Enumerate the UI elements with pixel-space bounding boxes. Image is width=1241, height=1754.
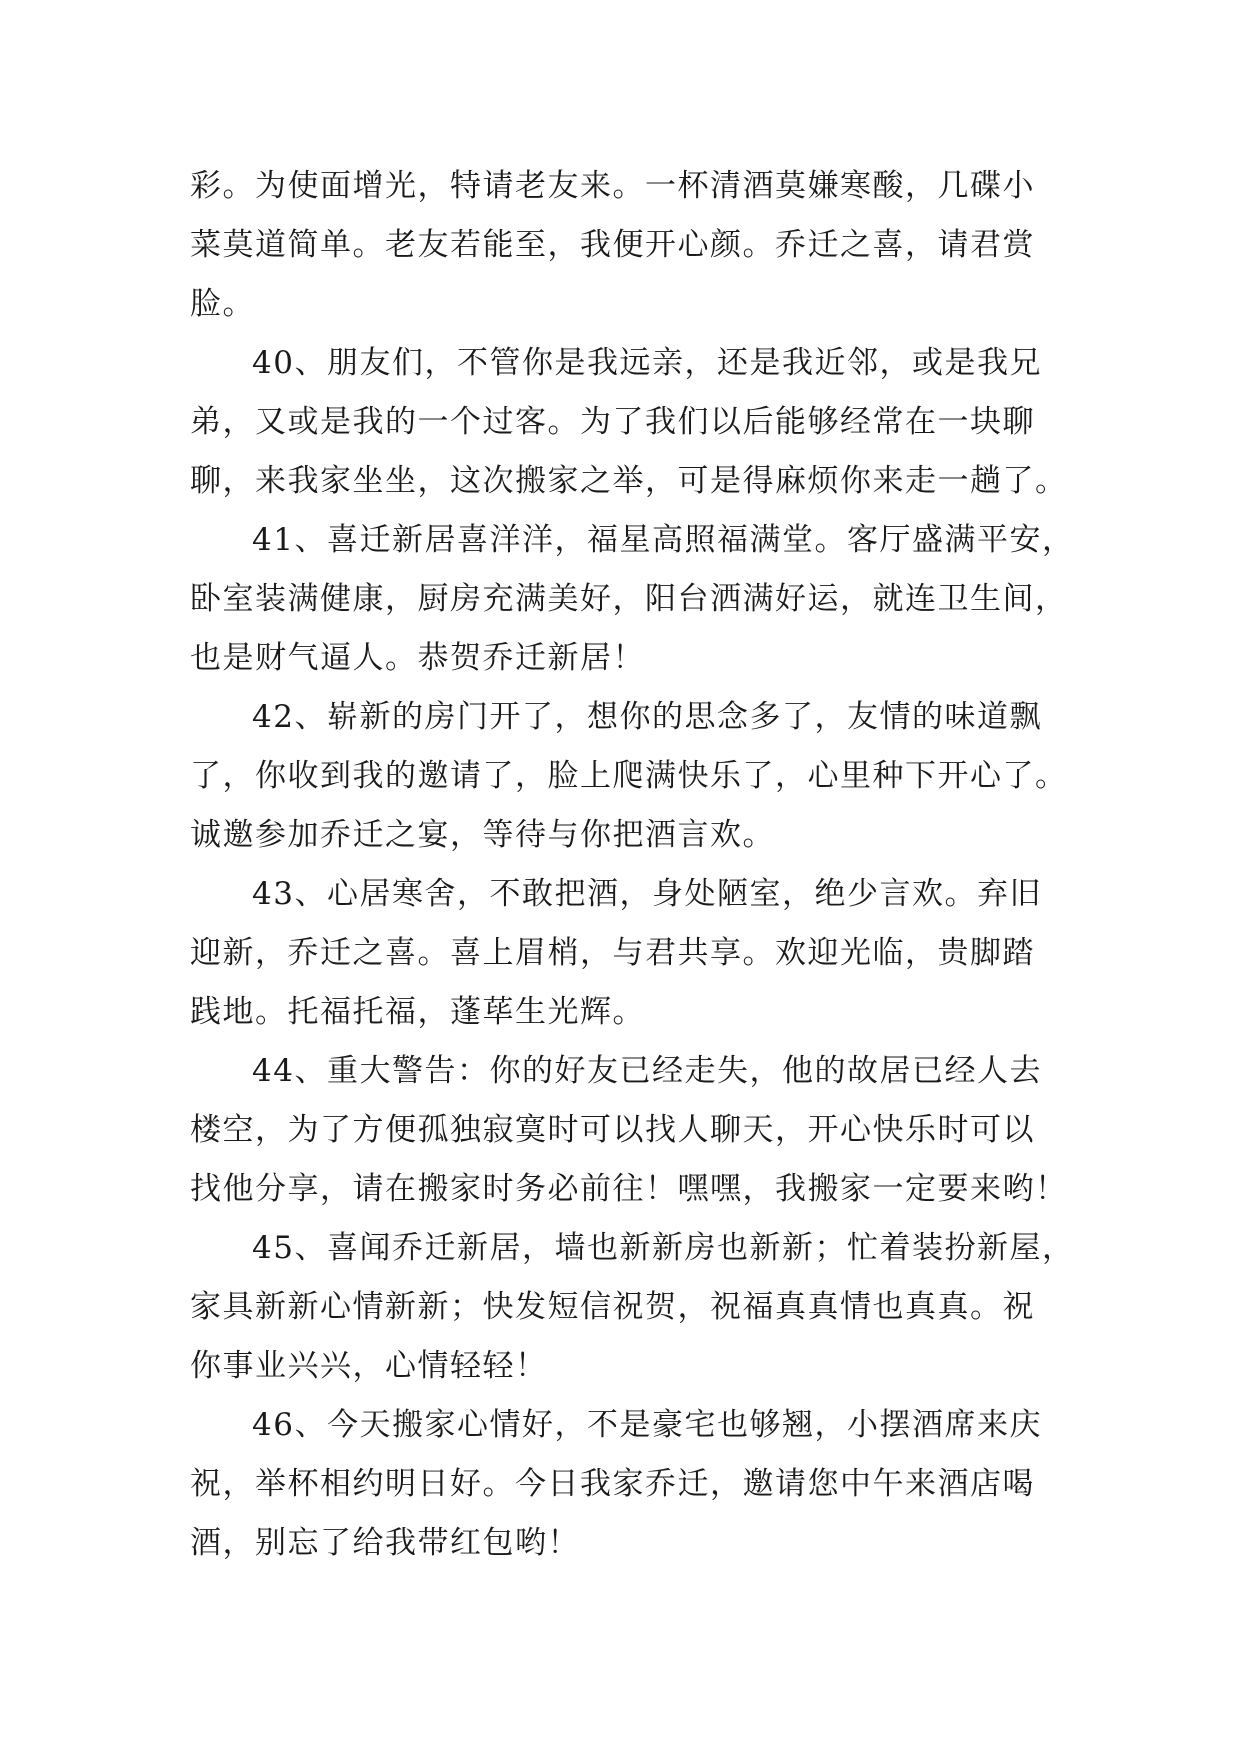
text-line: 菜莫道简单。老友若能至，我便开心颜。乔迁之喜，请君赏 [190,227,1035,263]
text-line: 45、喜闻乔迁新居，墙也新新房也新新；忙着装扮新屋， [252,1230,1075,1266]
paragraph-46 [190,1396,1060,1573]
paragraph-42 [190,688,1068,865]
paragraph-44 [190,1042,1068,1219]
paragraph-45 [190,1219,1075,1396]
text-line: 找他分享，请在搬家时务必前往！嘿嘿，我搬家一定要来哟！ [190,1171,1068,1207]
text-line: 你事业兴兴，心情轻轻！ [190,1348,548,1384]
text-line: 41、喜迁新居喜洋洋，福星高照福满堂。客厅盛满平安， [252,522,1075,558]
text-line: 酒，别忘了给我带红包哟！ [190,1525,580,1561]
text-line: 楼空，为了方便孤独寂寞时可以找人聊天，开心快乐时可以 [190,1112,1035,1148]
paragraph-39-continued [190,157,1060,334]
text-line: 40、朋友们，不管你是我远亲，还是我近邻，或是我兄 [252,345,1042,381]
text-line: 家具新新心情新新；快发短信祝贺，祝福真真情也真真。祝 [190,1289,1035,1325]
paragraph-43 [190,865,1060,1042]
text-line: 43、心居寒舍，不敢把酒，身处陋室，绝少言欢。弃旧 [252,876,1042,912]
text-line: 迎新，乔迁之喜。喜上眉梢，与君共享。欢迎光临，贵脚踏 [190,935,1035,971]
document-body [190,157,1075,1573]
text-line: 诚邀参加乔迁之宴，等待与你把酒言欢。 [190,817,775,853]
text-line: 44、重大警告：你的好友已经走失，他的故居已经人去 [252,1053,1042,1089]
paragraph-40 [190,334,1068,511]
text-line: 彩。为使面增光，特请老友来。一杯清酒莫嫌寒酸，几碟小 [190,168,1035,204]
paragraph-41 [190,511,1075,688]
text-line: 聊，来我家坐坐，这次搬家之举，可是得麻烦你来走一趟了。 [190,463,1068,499]
text-line: 卧室装满健康，厨房充满美好，阳台洒满好运，就连卫生间， [190,581,1068,617]
text-line: 祝，举杯相约明日好。今日我家乔迁，邀请您中午来酒店喝 [190,1466,1035,1502]
text-line: 脸。 [190,286,255,322]
text-line: 践地。托福托福，蓬荜生光辉。 [190,994,645,1030]
text-line: 46、今天搬家心情好，不是豪宅也够翘，小摆酒席来庆 [252,1407,1042,1443]
text-line: 也是财气逼人。恭贺乔迁新居！ [190,640,645,676]
text-line: 弟，又或是我的一个过客。为了我们以后能够经常在一块聊 [190,404,1035,440]
text-line: 了，你收到我的邀请了，脸上爬满快乐了，心里种下开心了。 [190,758,1068,794]
text-line: 42、崭新的房门开了，想你的思念多了，友情的味道飘 [252,699,1042,735]
